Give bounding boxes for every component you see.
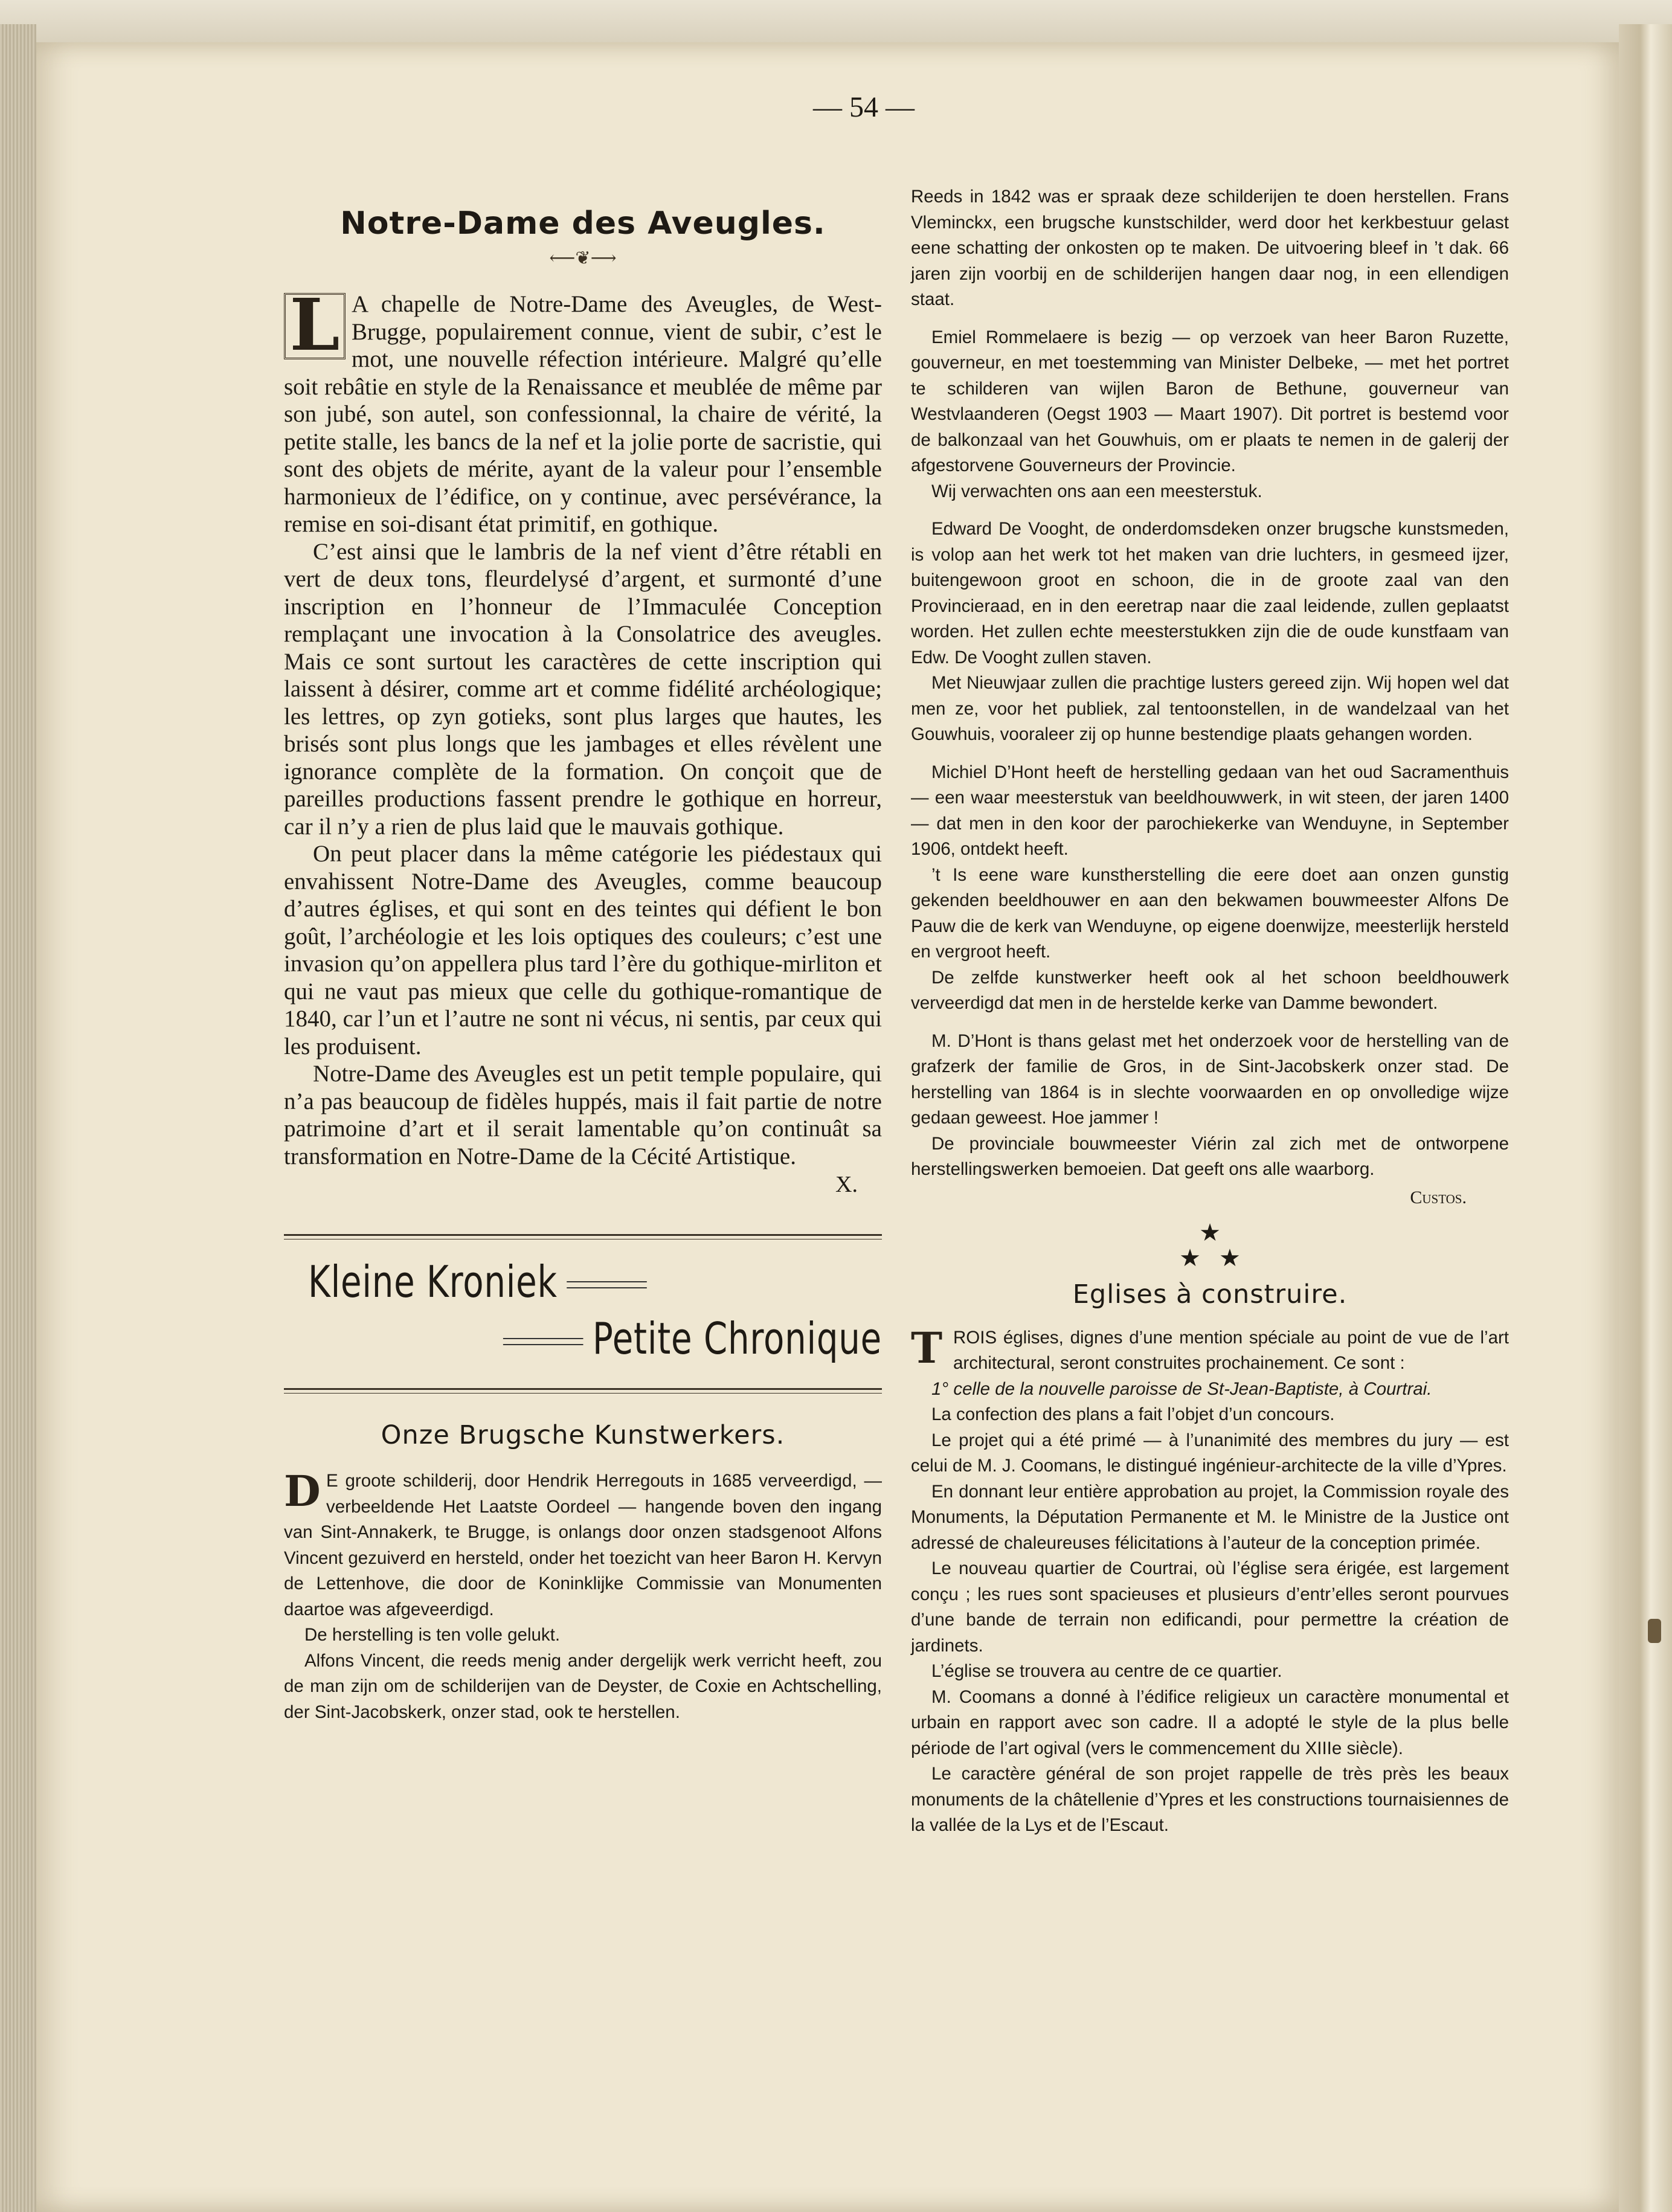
- section-title: Onze Brugsche Kunstwerkers.: [381, 1420, 785, 1450]
- page-number: — 54 —: [813, 91, 915, 123]
- chronicle-paragraph: Reeds in 1842 was er spraak deze schilderijen te doen herstellen. Frans Vleminckx, een brugsche kunstschilder, werd door het kerkbestuur gelast eene schatting der onkosten op te maken. De uitvoering bleef in ’t dak. 66 jaren zijn voorbij en de schilderijen hangen daar nog, in een ellendigen staat.: [911, 187, 1509, 309]
- article-title: Notre-Dame des Aveugles.: [340, 205, 826, 242]
- scan-background: [0, 0, 1672, 42]
- article-body: [284, 283, 882, 1170]
- chronicle-paragraph: Met Nieuwjaar zullen die prachtige lusters gereed zijn. Wij hopen wel dat men ze, voor het publiek, zal tentoonstellen, in de wandelzaal van het Gouwhuis, vooraleer zij op hunne bestendige plaats gehangen worden.: [911, 673, 1509, 744]
- article-paragraph: C’est ainsi que le lambris de la nef vient d’être rétabli en vert de deux tons, fleurdelysé d’argent, et surmonté d’une inscription en l’honneur de l’Immaculée Conception remplaçant une invocation à la Consolatrice des aveugles. Mais ce sont surtout les caractères de cette inscription qui laissent à désirer, comme art et comme fidélité archéologique; les lettres, op zyn gotieks, sont plus larges que hautes, les brisés sont plus longs que les jambages et elles révèlent une ignorance complète de la formation. On conçoit que de pareilles productions fassent prendre le gothique en horreur, car il n’y a rien de plus laid que le mauvais gothique.: [284, 538, 882, 840]
- eglises-paragraph: Le nouveau quartier de Courtrai, où l’église sera érigée, est largement conçu ; les rues sont spacieuses et plusieurs d’entr’elles seront pourvues d’une bande de terrain non edificandi, pour permettre la création de jardinets.: [911, 1558, 1509, 1656]
- chronicle-paragraph: M. D’Hont is thans gelast met het onderzoek voor de herstelling van de grafzerk der familie de Gros, in de Sint-Jacobskerk onzer stad. De herstelling van 1864 is in slechte voorwaarden en op onvolledige wijze gedaan geweest. Hoe jammer !: [911, 1030, 1509, 1128]
- kroniek-heading: Kleine Kroniek: [308, 1256, 756, 1307]
- chronicle-paragraph: De zelfde kunstwerker heeft ook al het schoon beeldhouwerk verveerdigd dat men in de herstelde kerke van Damme bewondert.: [911, 967, 1509, 1013]
- right-column: [911, 184, 1509, 1839]
- eglises-paragraph: Le caractère général de son projet rappelle de très près les beaux monuments de la châtellenie d’Ypres et les constructions tournaisiennes de la vallée de la Lys et de l’Escaut.: [911, 1764, 1509, 1835]
- eglises-paragraph: TROIS églises, dignes d’une mention spéciale au point de vue de l’art architectural, seront construites prochainement. Ce sont :: [911, 1322, 1509, 1373]
- title-ornament: ⟵❦⟶: [549, 248, 617, 268]
- eglises-paragraph: 1° celle de la nouvelle paroisse de St-Jean-Baptiste, à Courtrai.: [931, 1378, 1432, 1399]
- eglises-paragraph: M. Coomans a donné à l’édifice religieux un caractère monumental et urbain en rapport avec son cadre. Il a adopté le style de la plus belle période de l’art ogival (vers le commencement du XIIIe siècle).: [911, 1686, 1509, 1758]
- left-column: [284, 193, 882, 1725]
- drop-cap: D: [284, 1466, 321, 1516]
- star-icon: ★: [1199, 1218, 1221, 1246]
- eglises-paragraph: La confection des plans a fait l’objet d’un concours.: [931, 1404, 1335, 1424]
- section-paragraph: De herstelling is ten volle gelukt.: [304, 1625, 561, 1645]
- book-page-edges: [0, 24, 36, 2212]
- star-icon: ★: [1219, 1244, 1241, 1272]
- article-paragraph: L A chapelle de Notre-Dame des Aveugles, de West-Brugge, populairement connue, vient de subir, c’est le mot, une nouvelle réfection intérieure. Malgré qu’elle soit rebâtie en style de la Renaissance et meublée de même par son jubé, son autel, son confessionnal, la chaire de vérité, la petite stalle, les bancs de la nef et la jolie porte de sacristie, qui sont des objets de mérite, ayant de la valeur pour l’ensemble harmonieux de l’édifice, on y continue, avec persévérance, la remise en soi-disant état primitif, en gothique.: [284, 283, 882, 537]
- binding-clip: [1648, 1619, 1661, 1643]
- chronicle-paragraph: Emiel Rommelaere is bezig — op verzoek van heer Baron Ruzette, gouverneur, en met toestemming van Minister Delbeke, — met het portret te schilderen van wijlen Baron de Bethune, gouverneur van Westvlaanderen (Oegst 1903 — Maart 1907). Dit portret is bestemd voor de balkonzaal van het Gouwhuis, om er plaats te nemen in de galerij der afgestorvene Gouverneurs der Provincie.: [911, 327, 1509, 475]
- article-paragraph: On peut placer dans la même catégorie les piédestaux qui envahissent Notre-Dame des Aveugles, comme beaucoup d’autres églises, et qui sont en des teintes qui défient le bon goût, l’archéologie et les lois optiques des couleurs; c’est une invasion qu’on appellera plus tard l’ère du gothique-mirliton et qui ne vaut pas mieux que celle du gothique-romantique de 1840, car l’un et l’autre ne sont ni vécus, ni sentis, par ceux qui les produisent.: [284, 841, 882, 1059]
- chronicle-paragraph: Edward De Vooght, de onderdomsdeken onzer brugsche kunstsmeden, is volop aan het werk tot het maken van drie luchters, in gesmeed ijzer, buitengewoon groot en schoon, die in de groote zaal van den Provincieraad, en in den eeretrap naar die zaal leidende, zullen geplaatst worden. Het zullen echte meesterstukken zijn die de oude kunstfaam van Edw. De Vooght zullen staven.: [911, 519, 1509, 667]
- chronicle-paragraph: De provinciale bouwmeester Viérin zal zich met de ontworpene herstellingswerken bemoeien. Dat geeft ons alle waarborg.: [911, 1133, 1509, 1179]
- eglises-paragraph: En donnant leur entière approbation au projet, la Commission royale des Monuments, la Députation Permanente et M. le Ministre de la Justice ont adressé de chaleureuses félicitations à l’auteur de la conception primée.: [911, 1481, 1509, 1553]
- article-paragraph: Notre-Dame des Aveugles est un petit temple populaire, qui n’a pas beaucoup de fidèles huppés, mais il fait partie de notre patrimoine d’art et il serait lamentable qu’on continuât sa transformation en Notre-Dame de la Cécité Artistique.: [284, 1061, 882, 1169]
- section-divider: [284, 1388, 882, 1394]
- chronicle-signature: Custos.: [1410, 1187, 1467, 1207]
- drop-cap: T: [911, 1322, 943, 1373]
- section-divider: [284, 1234, 882, 1239]
- eglises-body: [911, 1322, 1509, 1839]
- section-body: [284, 1468, 882, 1725]
- next-page-edge: [1619, 24, 1672, 2212]
- section-paragraph: Alfons Vincent, die reeds menig ander dergelijk werk verricht heeft, zou de man zijn om de schilderijen van de Deyster, de Coxie en Achtschelling, der Sint-Jacobskerk, onzer stad, ook te herstellen.: [284, 1650, 882, 1722]
- chronicle-body: [911, 184, 1509, 1183]
- star-separator: [911, 1220, 1509, 1271]
- section-title: Eglises à construire.: [1072, 1279, 1348, 1310]
- article-signature: X.: [835, 1172, 858, 1197]
- chronicle-paragraph: ’t Is eene ware kunstherstelling die eere doet aan onzen gunstig gekenden beeldhouwer en aan den bekwamen bouwmeester Alfons De Pauw die de kerk van Wenduyne, op eigene doenwijze, meesterlijk hersteld en vergroot heeft.: [911, 864, 1509, 962]
- chronicle-paragraph: Michiel D’Hont heeft de herstelling gedaan van het oud Sacramenthuis — een waar meesterstuk van beeldhouwwerk, in wit steen, der jaren 1400 — dat men in den koor der parochiekerke van Wenduyne, in September 1906, ontdekt heeft.: [911, 762, 1509, 859]
- drop-cap: L: [284, 293, 346, 359]
- eglises-paragraph: L’église se trouvera au centre de ce quartier.: [931, 1661, 1282, 1681]
- eglises-paragraph: Le projet qui a été primé — à l’unanimité des membres du jury — est celui de M. J. Coomans, le distingué ingénieur-architecte de la ville d’Ypres.: [911, 1430, 1509, 1476]
- chronique-heading: Petite Chronique: [416, 1313, 882, 1364]
- star-icon: ★: [1179, 1244, 1201, 1272]
- chronicle-paragraph: Wij verwachten ons aan een meesterstuk.: [931, 481, 1262, 501]
- section-paragraph: D E groote schilderij, door Hendrik Herregouts in 1685 verveerdigd, — verbeeldende Het Laatste Oordeel — hangende boven den ingang van Sint-Annakerk, te Brugge, is onlangs door onzen stadsgenoot Alfons Vincent gezuiverd en hersteld, onder het toezicht van heer Baron H. Kervyn de Lettenhove, die door de Koninklijke Commissie van Monumenten daartoe was afgeveerdigd.: [284, 1466, 882, 1619]
